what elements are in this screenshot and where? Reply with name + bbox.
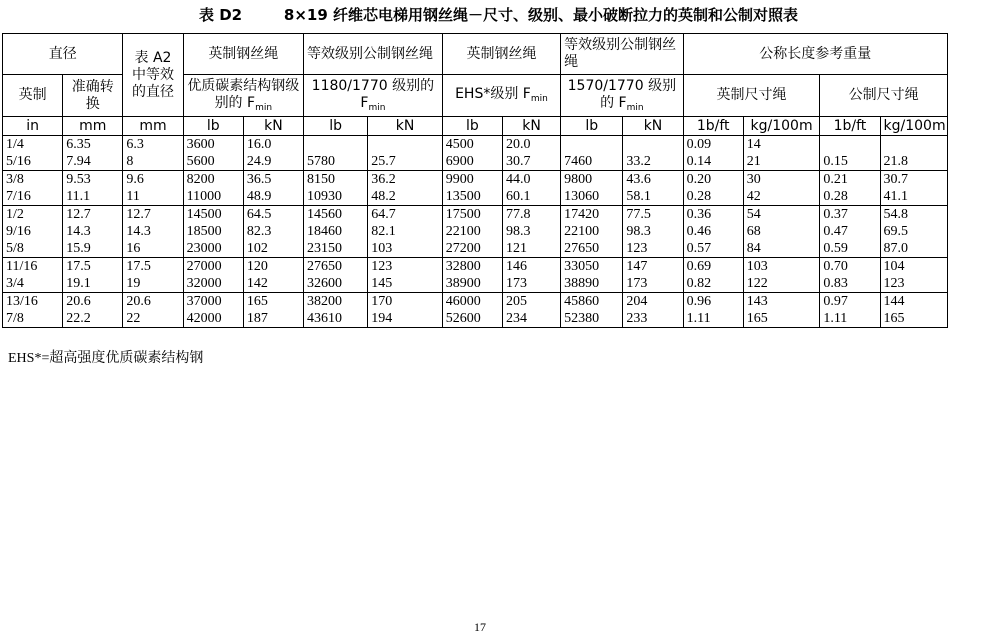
header-grade-quality-label: 优质碳素结构钢级别的 F [187, 77, 300, 111]
cell-value: 0.70 [823, 259, 848, 274]
unit-cell: kN [623, 117, 683, 136]
cell-value: 103 [371, 241, 393, 256]
unit-row [3, 117, 948, 136]
cell-value: 9.53 [66, 172, 91, 187]
table-cell [820, 206, 880, 258]
cell-value: 5780 [307, 154, 336, 169]
table-row [3, 258, 948, 293]
table-cell [561, 258, 623, 293]
cell-value: 64.5 [246, 207, 272, 222]
cell-value: 143 [746, 294, 768, 309]
cell-value: 7/16 [6, 189, 31, 204]
table-cell [368, 206, 442, 258]
cell-value: 44.0 [505, 172, 531, 187]
cell-value: 36.5 [246, 172, 272, 187]
cell-value: 0.47 [823, 224, 848, 239]
cell-value: 32600 [307, 276, 343, 291]
cell-value: 1/4 [6, 137, 24, 152]
table-cell [304, 293, 368, 328]
cell-value: 77.8 [505, 207, 531, 222]
cell-value: 14.3 [66, 224, 91, 239]
cell-value: 54 [746, 207, 761, 222]
table-cell [561, 171, 623, 206]
cell-value: 6900 [445, 154, 474, 169]
unit-cell: lb [561, 117, 623, 136]
table-cell [183, 258, 243, 293]
header-grade-ehs-label: EHS*级别 F [455, 86, 531, 102]
cell-value [564, 136, 619, 153]
table-cell [820, 258, 880, 293]
cell-value: 7.94 [66, 154, 91, 169]
cell-value: 11/16 [6, 259, 38, 274]
cell-value: 14 [746, 137, 761, 152]
cell-value: 0.15 [823, 154, 848, 169]
cell-value: 12.7 [66, 207, 91, 222]
table-cell [3, 136, 63, 171]
unit-cell: kN [368, 117, 442, 136]
cell-value: 48.2 [371, 189, 396, 204]
table-row [3, 136, 948, 171]
cell-value: 17.5 [126, 259, 151, 274]
table-cell [368, 136, 442, 171]
unit-cell: 1b/ft [820, 117, 880, 136]
table-cell [63, 206, 123, 258]
cell-value: 3/4 [6, 276, 24, 291]
header-grade-quality [183, 75, 303, 117]
cell-value: 8200 [186, 172, 215, 187]
table-cell [243, 136, 303, 171]
header-metric-size-rope: 公制尺寸绳 [820, 75, 948, 117]
table-cell [743, 206, 820, 258]
table-cell [820, 171, 880, 206]
table-cell [442, 258, 502, 293]
cell-value: 8 [126, 154, 134, 169]
cell-value: 3600 [186, 137, 215, 152]
table-cell [442, 293, 502, 328]
cell-value: 8150 [307, 172, 336, 187]
cell-value: 20.6 [66, 294, 91, 309]
table-cell [123, 258, 183, 293]
cell-value: 36.2 [371, 172, 396, 187]
cell-value [371, 136, 438, 153]
cell-value: 68 [746, 224, 761, 239]
cell-value: 48.9 [246, 189, 272, 204]
cell-value: 42000 [186, 311, 222, 326]
table-cell [243, 258, 303, 293]
table-body [3, 136, 948, 328]
table-cell [442, 206, 502, 258]
cell-value: 170 [371, 294, 393, 309]
cell-value: 1.11 [823, 311, 848, 326]
cell-value: 38200 [307, 294, 343, 309]
table-cell [502, 171, 560, 206]
cell-value: 82.3 [246, 224, 272, 239]
cell-value: 0.09 [686, 137, 712, 152]
cell-value: 69.5 [883, 224, 909, 239]
cell-value: 173 [505, 276, 527, 291]
table-cell [123, 206, 183, 258]
cell-value: 0.69 [686, 259, 712, 274]
table-cell [243, 293, 303, 328]
table-cell [304, 258, 368, 293]
table-cell [123, 136, 183, 171]
table-row [3, 171, 948, 206]
unit-cell: lb [183, 117, 243, 136]
cell-value: 14560 [307, 207, 343, 222]
cell-value: 0.57 [686, 241, 712, 256]
cell-value: 17.5 [66, 259, 91, 274]
cell-value: 45860 [564, 294, 600, 309]
cell-value: 64.7 [371, 207, 396, 222]
cell-value: 24.9 [246, 154, 272, 169]
fmin-subscript: min [626, 102, 644, 113]
table-cell [63, 171, 123, 206]
table-cell [243, 171, 303, 206]
cell-value: 42 [746, 189, 761, 204]
cell-value: 142 [246, 276, 268, 291]
cell-value: 7460 [564, 154, 593, 169]
table-cell [63, 258, 123, 293]
table-cell [502, 136, 560, 171]
cell-value: 12.7 [126, 207, 151, 222]
unit-cell: lb [442, 117, 502, 136]
fmin-subscript: min [530, 94, 548, 104]
header-table-a2: 表 A2 中等效的直径 [123, 34, 183, 117]
cell-value: 146 [505, 259, 527, 274]
cell-value: 27000 [186, 259, 222, 274]
cell-value: 121 [505, 241, 527, 256]
table-cell [683, 293, 743, 328]
table-cell [820, 136, 880, 171]
cell-value: 165 [246, 294, 268, 309]
cell-value: 104 [883, 259, 905, 274]
cell-value: 98.3 [505, 224, 531, 239]
unit-cell: kg/100m [743, 117, 820, 136]
cell-value: 19.1 [66, 276, 91, 291]
cell-value: 98.3 [626, 224, 651, 239]
footnote: EHS*=超高强度优质碳素结构钢 [8, 351, 204, 366]
cell-value [626, 136, 679, 153]
cell-value: 46000 [445, 294, 481, 309]
table-cell [880, 258, 947, 293]
unit-cell: kg/100m [880, 117, 947, 136]
header-nominal-weight: 公称长度参考重量 [683, 34, 947, 75]
cell-value: 204 [626, 294, 648, 309]
header-equiv-metric-1: 等效级别公制钢丝绳 [304, 34, 443, 75]
cell-value: 13500 [445, 189, 481, 204]
cell-value: 123 [626, 241, 648, 256]
table-cell [442, 136, 502, 171]
cell-value: 13/16 [6, 294, 38, 309]
cell-value: 120 [246, 259, 268, 274]
unit-cell: mm [123, 117, 183, 136]
table-cell [123, 293, 183, 328]
cell-value: 165 [883, 311, 905, 326]
cell-value: 77.5 [626, 207, 651, 222]
cell-value: 43610 [307, 311, 343, 326]
cell-value: 0.36 [686, 207, 712, 222]
header-imperial-rope-2: 英制钢丝绳 [442, 34, 560, 75]
unit-cell: lb [304, 117, 368, 136]
cell-value: 22100 [445, 224, 481, 239]
cell-value: 13060 [564, 189, 600, 204]
cell-value: 52600 [445, 311, 481, 326]
cell-value: 41.1 [883, 189, 909, 204]
cell-value: 1/2 [6, 207, 24, 222]
cell-value: 0.97 [823, 294, 848, 309]
cell-value: 30.7 [883, 172, 909, 187]
cell-value: 14500 [186, 207, 222, 222]
cell-value: 1.11 [686, 311, 711, 326]
cell-value: 25.7 [371, 154, 396, 169]
table-cell [623, 206, 683, 258]
table-row [3, 293, 948, 328]
cell-value: 102 [246, 241, 268, 256]
cell-value: 32800 [445, 259, 481, 274]
cell-value: 4500 [445, 137, 474, 152]
cell-value: 52380 [564, 311, 600, 326]
table-cell [743, 258, 820, 293]
cell-value: 27200 [445, 241, 481, 256]
cell-value: 82.1 [371, 224, 396, 239]
cell-value: 173 [626, 276, 648, 291]
table-cell [561, 136, 623, 171]
table-cell [743, 293, 820, 328]
cell-value: 16 [126, 241, 141, 256]
table-row [3, 206, 948, 258]
table-cell [683, 206, 743, 258]
cell-value: 21 [746, 154, 761, 169]
table-cell [183, 136, 243, 171]
cell-value: 165 [746, 311, 768, 326]
cell-value [823, 136, 876, 153]
cell-value: 23150 [307, 241, 343, 256]
cell-value: 5600 [186, 154, 215, 169]
cell-value: 10930 [307, 189, 343, 204]
table-cell [368, 258, 442, 293]
unit-cell: 1b/ft [683, 117, 743, 136]
table-cell [3, 171, 63, 206]
table-cell [880, 293, 947, 328]
header-grade-1180 [304, 75, 443, 117]
table-title: 表 D2 8×19 纤维芯电梯用钢丝绳－尺寸、级别、最小破断拉力的英制和公制对照表 [199, 6, 798, 24]
cell-value: 18460 [307, 224, 343, 239]
table-cell [183, 171, 243, 206]
table-cell [123, 171, 183, 206]
unit-cell: mm [63, 117, 123, 136]
cell-value: 11000 [186, 189, 222, 204]
cell-value: 233 [626, 311, 648, 326]
cell-value: 20.6 [126, 294, 151, 309]
table-cell [183, 293, 243, 328]
cell-value: 9/16 [6, 224, 31, 239]
table-cell [304, 136, 368, 171]
table-cell [304, 206, 368, 258]
cell-value: 3/8 [6, 172, 24, 187]
table-cell [304, 171, 368, 206]
cell-value: 122 [746, 276, 768, 291]
cell-value: 32000 [186, 276, 222, 291]
cell-value: 147 [626, 259, 648, 274]
cell-value [884, 136, 944, 153]
cell-value: 234 [505, 311, 527, 326]
cell-value: 37000 [186, 294, 222, 309]
fmin-subscript: min [255, 102, 273, 113]
table-cell [502, 206, 560, 258]
fmin-subscript: min [368, 102, 386, 113]
header-grade-1180-label: 1180/1770 级别的 F [311, 77, 435, 111]
cell-value: 27650 [307, 259, 343, 274]
table-cell [683, 171, 743, 206]
header-grade-1570-label: 1570/1770 级别的 F [567, 77, 677, 111]
cell-value: 22.2 [66, 311, 91, 326]
header-imperial: 英制 [3, 75, 63, 117]
cell-value: 30.7 [505, 154, 531, 169]
table-cell [880, 171, 947, 206]
cell-value: 5/8 [6, 241, 24, 256]
cell-value: 33050 [564, 259, 600, 274]
cell-value: 38900 [445, 276, 481, 291]
header-exact-conversion: 准确转换 [63, 75, 123, 117]
cell-value: 187 [246, 311, 268, 326]
cell-value: 0.83 [823, 276, 848, 291]
table-cell [623, 136, 683, 171]
cell-value: 58.1 [626, 189, 651, 204]
table-cell [3, 258, 63, 293]
cell-value: 194 [371, 311, 393, 326]
cell-value: 11.1 [66, 189, 91, 204]
table-cell [880, 206, 947, 258]
cell-value: 0.28 [686, 189, 712, 204]
cell-value: 16.0 [246, 137, 272, 152]
cell-value: 84 [746, 241, 761, 256]
cell-value: 144 [883, 294, 905, 309]
cell-value: 19 [126, 276, 141, 291]
cell-value [307, 136, 364, 153]
cell-value: 7/8 [6, 311, 24, 326]
cell-value: 123 [883, 276, 905, 291]
cell-value: 205 [505, 294, 527, 309]
table-cell [561, 206, 623, 258]
unit-cell: in [3, 117, 63, 136]
cell-value: 0.59 [823, 241, 848, 256]
cell-value: 9.6 [126, 172, 144, 187]
table-cell [743, 136, 820, 171]
cell-value: 21.8 [883, 154, 909, 169]
cell-value: 17420 [564, 207, 600, 222]
cell-value: 11 [126, 189, 140, 204]
cell-value: 5/16 [6, 154, 31, 169]
table-cell [243, 206, 303, 258]
cell-value: 30 [746, 172, 761, 187]
cell-value: 0.14 [686, 154, 712, 169]
table-cell [502, 258, 560, 293]
cell-value: 6.35 [66, 137, 91, 152]
table-cell [623, 171, 683, 206]
table-cell [3, 293, 63, 328]
header-imperial-size-rope: 英制尺寸绳 [683, 75, 820, 117]
cell-value: 6.3 [126, 137, 144, 152]
cell-value: 0.21 [823, 172, 848, 187]
table-cell [502, 293, 560, 328]
cell-value: 9900 [445, 172, 474, 187]
table-cell [368, 293, 442, 328]
data-table [2, 33, 948, 328]
cell-value: 0.20 [686, 172, 712, 187]
table-cell [3, 206, 63, 258]
cell-value: 18500 [186, 224, 222, 239]
cell-value: 23000 [186, 241, 222, 256]
table-cell [880, 136, 947, 171]
table-cell [623, 293, 683, 328]
header-imperial-rope-1: 英制钢丝绳 [183, 34, 303, 75]
table-cell [442, 171, 502, 206]
cell-value: 22100 [564, 224, 600, 239]
cell-value: 20.0 [505, 137, 531, 152]
table-cell [683, 136, 743, 171]
table-cell [183, 206, 243, 258]
cell-value: 0.37 [823, 207, 848, 222]
cell-value: 0.96 [686, 294, 712, 309]
cell-value: 9800 [564, 172, 593, 187]
cell-value: 14.3 [126, 224, 151, 239]
cell-value: 123 [371, 259, 393, 274]
header-grade-1570 [561, 75, 683, 117]
cell-value: 33.2 [626, 154, 651, 169]
table-cell [743, 171, 820, 206]
table-cell [63, 136, 123, 171]
cell-value: 38890 [564, 276, 600, 291]
cell-value: 145 [371, 276, 393, 291]
table-cell [368, 171, 442, 206]
table-cell [820, 293, 880, 328]
table-cell [63, 293, 123, 328]
header-grade-ehs [442, 75, 560, 117]
cell-value: 15.9 [66, 241, 91, 256]
table-cell [561, 293, 623, 328]
cell-value: 87.0 [883, 241, 909, 256]
cell-value: 60.1 [505, 189, 531, 204]
cell-value: 0.82 [686, 276, 712, 291]
header-diameter: 直径 [3, 34, 123, 75]
cell-value: 17500 [445, 207, 481, 222]
header-equiv-metric-2: 等效级别公制钢丝绳 [561, 34, 683, 75]
table-cell [623, 258, 683, 293]
cell-value: 54.8 [883, 207, 909, 222]
cell-value: 103 [746, 259, 768, 274]
cell-value: 0.28 [823, 189, 848, 204]
cell-value: 0.46 [686, 224, 712, 239]
table-cell [683, 258, 743, 293]
cell-value: 22 [126, 311, 141, 326]
page-number: 17 [474, 620, 486, 634]
unit-cell: kN [243, 117, 303, 136]
unit-cell: kN [502, 117, 560, 136]
cell-value: 27650 [564, 241, 600, 256]
cell-value: 43.6 [626, 172, 651, 187]
